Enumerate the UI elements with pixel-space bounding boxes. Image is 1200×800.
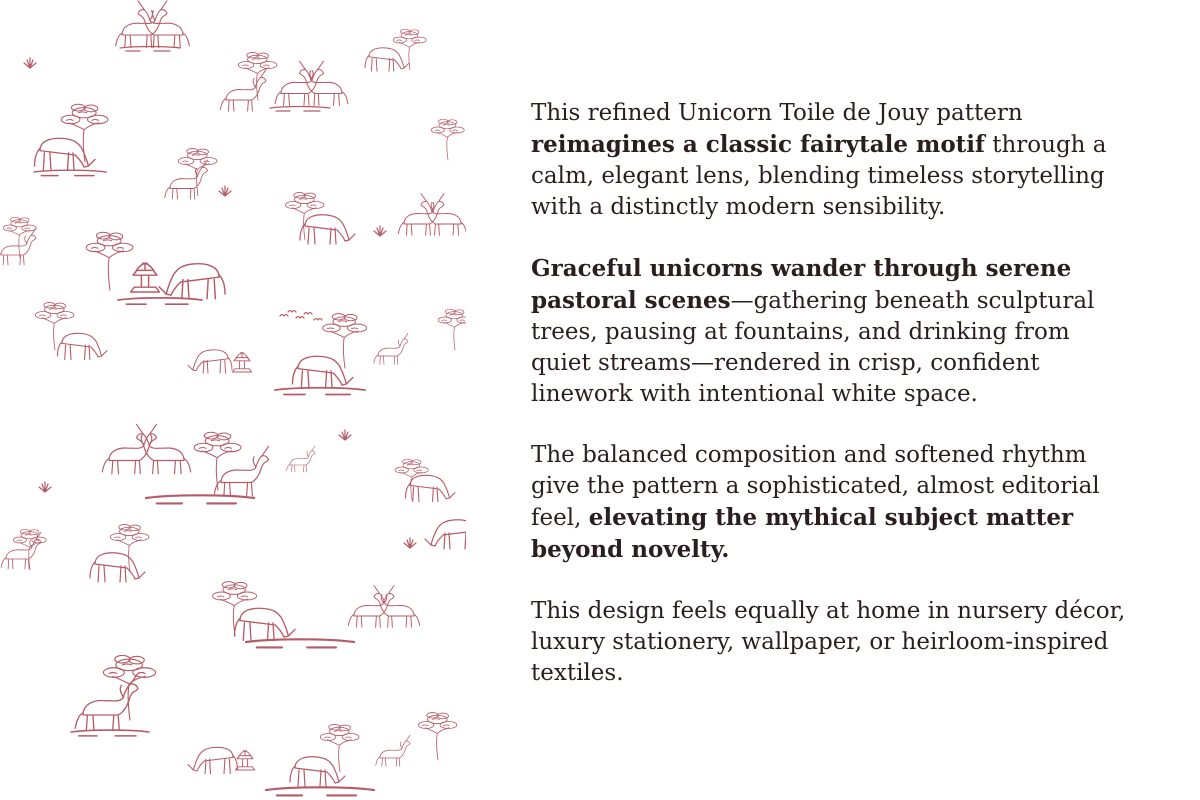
grazing-unicorn-motif (188, 747, 238, 773)
tree-motif (323, 314, 367, 368)
paragraph-3-bold-1: elevating the mythical subject matter beyond novelty. (531, 504, 1074, 563)
grazing-unicorn-motif (425, 520, 466, 549)
ground-motif (270, 107, 330, 112)
unicorn-motif (102, 424, 156, 473)
tree-motif (194, 432, 241, 490)
ground-motif (266, 787, 374, 795)
fountain-motif (235, 751, 254, 770)
tree-motif (418, 712, 457, 760)
ground-motif (71, 730, 149, 736)
tree-motif (110, 524, 148, 572)
unicorn-motif (421, 194, 466, 236)
unicorn-motif (398, 194, 444, 236)
grazing-unicorn-motif (58, 333, 108, 359)
grazing-unicorn-motif (365, 48, 409, 71)
grazing-unicorn-motif (300, 215, 355, 244)
paragraph-1-text-1: This refined Unicorn Toile de Jouy pattern (531, 100, 1023, 126)
grazing-unicorn-motif (35, 138, 96, 170)
tree-motif (35, 302, 74, 350)
paragraph-1-text-2: through a calm, elegant lens, blending timeless storytelling with a distinctly modern sensibility. (531, 132, 1107, 220)
grass-motif (219, 186, 231, 196)
unicorn-motif (376, 735, 410, 766)
unicorn-motif (0, 228, 36, 264)
tree-motif (285, 192, 324, 240)
bird-icon (288, 311, 296, 313)
description-paragraph-4 (531, 596, 1131, 689)
grass-motif (39, 482, 51, 492)
unicorn-motif (138, 1, 189, 48)
unicorn-motif (165, 160, 208, 199)
tree-motif (3, 217, 36, 258)
fountain-motif (232, 353, 251, 372)
grass-motif (404, 538, 416, 548)
grass-motif (339, 430, 351, 440)
tree-motif (320, 724, 359, 772)
paragraph-4-text-1: This design feels equally at home in nursery décor, luxury stationery, wallpaper, or heirloom-inspired textiles. (531, 598, 1126, 686)
unicorn-motif (75, 673, 138, 730)
paragraph-3-text-1: The balanced composition and softened rhythm give the pattern a sophisticated, almost editorial feel, (531, 442, 1100, 531)
ground-motif (246, 639, 354, 647)
grazing-unicorn-motif (290, 757, 345, 786)
bird-icon (304, 313, 312, 315)
tree-motif (438, 309, 466, 350)
unicorn-motif (300, 61, 348, 105)
unicorn-motif (275, 61, 323, 105)
unicorn-motif (374, 333, 408, 364)
description-paragraph-1 (531, 98, 1131, 223)
grass-motif (374, 226, 386, 236)
unicorn-motif (374, 586, 420, 628)
ground-motif (275, 388, 365, 395)
tree-motif (86, 232, 133, 290)
bird-icon (296, 317, 304, 319)
description-paragraph-2 (531, 253, 1131, 410)
grazing-unicorn-motif (406, 475, 456, 501)
ground-motif (120, 47, 180, 52)
tree-motif (103, 655, 155, 720)
ground-motif (146, 495, 254, 503)
unicorn-toile-pattern (0, 0, 466, 800)
ground-motif (34, 170, 106, 175)
paragraph-1-bold-1: reimagines a classic fairytale motif (531, 131, 985, 158)
fountain-motif (131, 263, 160, 292)
unicorn-motif (137, 424, 191, 473)
grazing-unicorn-motif (235, 608, 296, 640)
product-description (531, 98, 1131, 719)
bird-icon (314, 319, 322, 321)
unicorn-motif (116, 1, 167, 48)
description-paragraph-3 (531, 440, 1131, 566)
ground-motif (118, 298, 202, 304)
toile-pattern-illustration (0, 0, 466, 800)
grazing-unicorn-motif (159, 264, 225, 299)
unicorn-motif (348, 586, 394, 628)
unicorn-motif (220, 70, 266, 112)
bird-icon (280, 315, 288, 317)
grazing-unicorn-motif (90, 553, 145, 582)
grazing-unicorn-motif (188, 350, 232, 373)
tree-motif (431, 119, 464, 160)
paragraph-2-bold-1: Graceful unicorns wander through serene pastoral scenes (531, 255, 1072, 314)
grass-motif (24, 58, 36, 68)
paragraph-2-text-1: —gathering beneath sculptural trees, pausing at fountains, and drinking from quiet streams—rendered in crisp, confident linework with intentional white space. (531, 288, 1095, 407)
unicorn-motif (287, 446, 316, 472)
